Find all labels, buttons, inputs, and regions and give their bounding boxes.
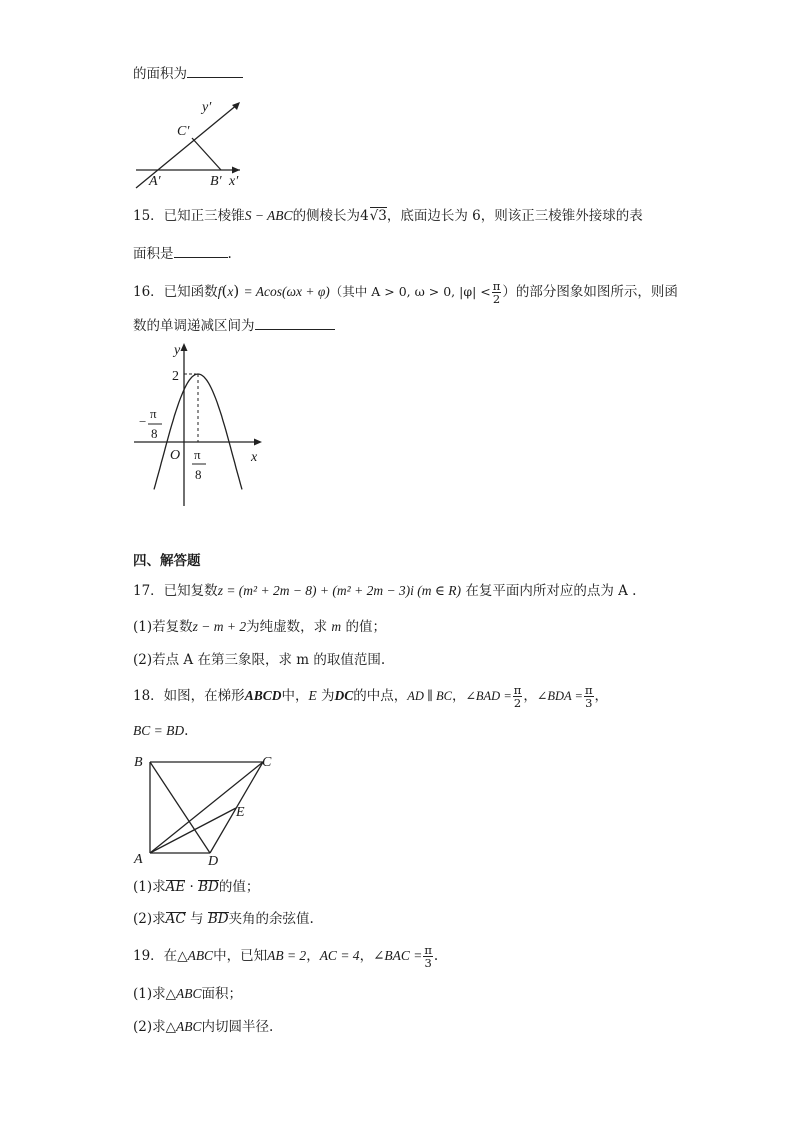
figure-trapezoid <box>128 748 288 872</box>
fraction-pi-over-2: $\frac{\pi}{2}$ <box>492 279 501 306</box>
question-19-part1: (1)求△ABC面积； <box>133 986 243 1002</box>
answer-blank[interactable] <box>187 77 243 78</box>
point-d: D <box>208 854 219 869</box>
point-b: B <box>134 755 143 770</box>
question-18-part1: (1)求AE · BD的值； <box>133 879 260 895</box>
section-heading: 四、解答题 <box>133 553 201 569</box>
point-e: E <box>236 805 245 820</box>
sqrt-radicand: √3 <box>369 208 387 224</box>
pos-eight: 8 <box>195 467 202 482</box>
q14-tail: 的面积为 <box>133 64 243 84</box>
neg-eight: 8 <box>151 426 158 441</box>
label-y-prime: y′ <box>202 100 212 115</box>
label-a-prime: A′ <box>149 174 161 189</box>
label-c-prime: C′ <box>177 124 190 139</box>
point-c: C <box>262 755 272 770</box>
vector-bd: BD <box>207 911 229 927</box>
vector-bd: BD <box>198 879 219 895</box>
vector-ac: AC <box>165 911 186 927</box>
question-16-line2: 数的单调递减区间为 <box>133 316 335 336</box>
axis-label-y: y <box>174 343 181 358</box>
question-19-part2: (2)求△ABC内切圆半径. <box>133 1019 274 1035</box>
origin-label: O <box>170 448 181 463</box>
question-17-line1: 17．已知复数z = (m² + 2m − 8) + (m² + 2m − 3)i (m ∈ R) 在复平面内所对应的点为 A . <box>133 583 637 599</box>
neg-sign: − <box>139 414 147 429</box>
question-15-line2: 面积是 . <box>133 246 232 262</box>
question-18-line1: 18．如图，在梯形ABCD中，E 为DC的中点，AD ∥ BC，∠BAD = $\frac{\pi}{2}$ ，∠BDA = $\frac{\pi}{3}$ ， <box>133 683 609 710</box>
figure-cosine-graph <box>130 338 270 508</box>
question-17-part1: (1)若复数z − m + 2为纯虚数，求 m 的值； <box>133 619 386 635</box>
point-a: A <box>134 852 143 867</box>
question-17-part2: (2)若点 A 在第三象限，求 m 的取值范围. <box>133 652 386 668</box>
neg-pi: π <box>150 406 157 421</box>
question-16-line1: 16．已知函数f(x) = Acos(ωx + φ)（其中 A > 0, ω > 0, |φ| < $\frac{\pi}{2}$ ）的部分图象如图所示，则函 <box>133 279 678 306</box>
question-18-part2: (2)求AC 与 BD夹角的余弦值. <box>133 911 314 927</box>
label-x-prime: x′ <box>229 174 239 189</box>
answer-blank[interactable] <box>255 329 335 330</box>
pos-pi: π <box>194 447 201 462</box>
question-19-line1: 19．在△ABC中，已知AB = 2，AC = 4，∠BAC = $\frac{\pi}{3}$ . <box>133 943 439 970</box>
tick-label-2: 2 <box>172 369 179 384</box>
vector-ae: AE <box>165 879 186 895</box>
question-18-line2: BC = BD. <box>133 723 189 739</box>
answer-blank[interactable] <box>174 257 228 258</box>
question-15-line1: 15．已知正三棱锥S − ABC的侧棱长为4√3，底面边长为 6，则该正三棱锥外接球的表 <box>133 208 643 224</box>
label-b-prime: B′ <box>210 174 222 189</box>
figure-oblique-triangle <box>128 92 258 192</box>
axis-label-x: x <box>251 450 258 465</box>
